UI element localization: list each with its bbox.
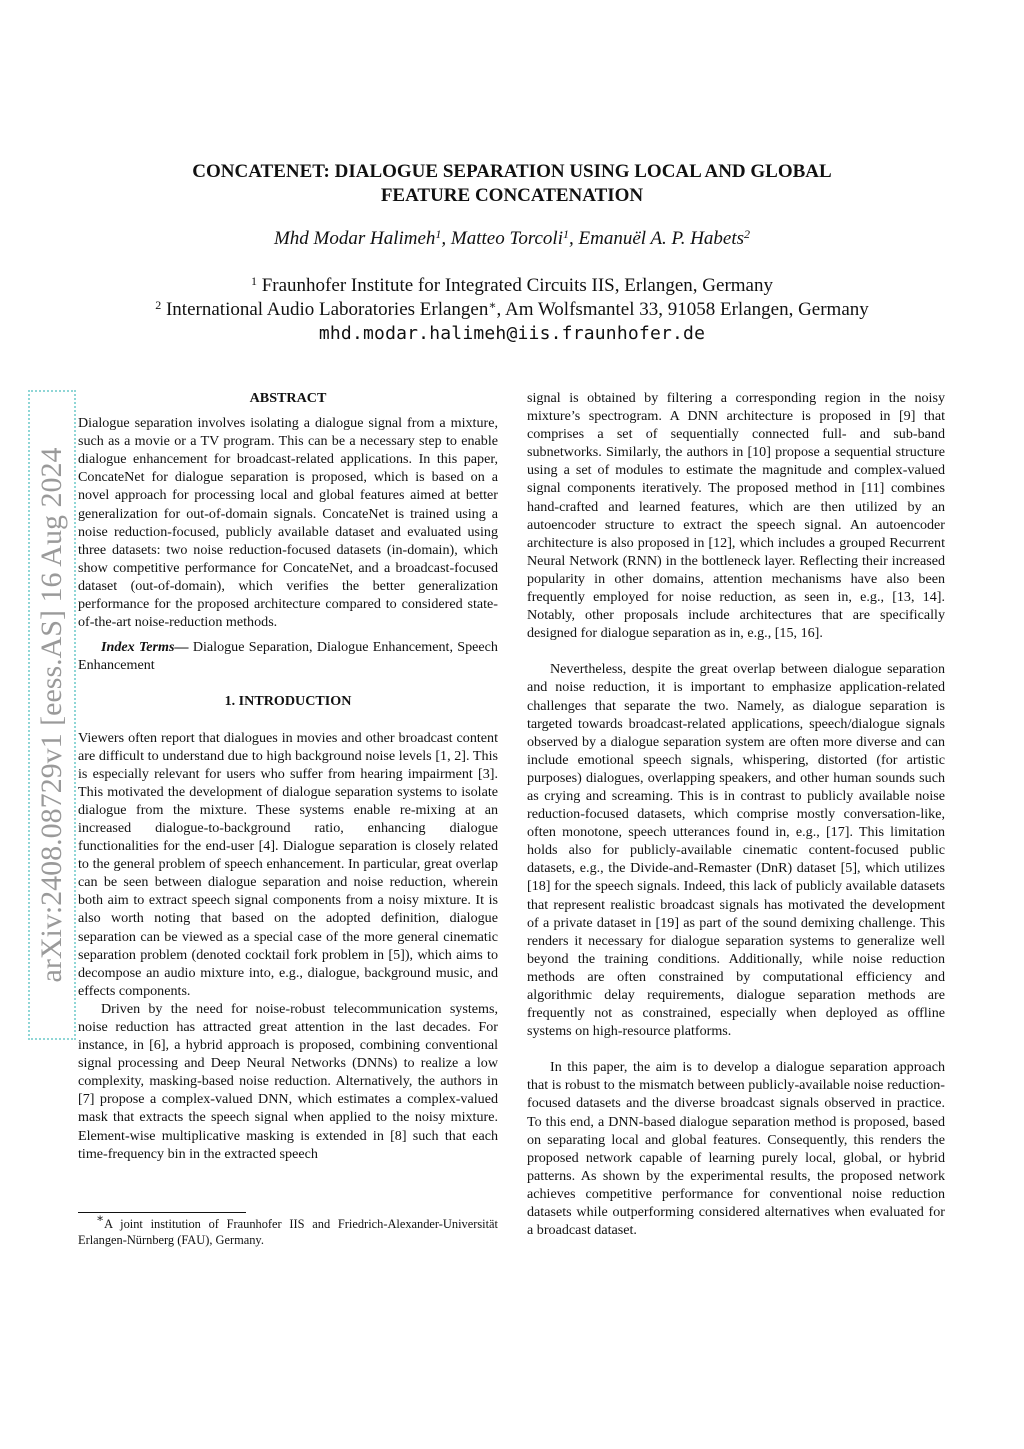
- affiliation-number: 1: [250, 274, 257, 288]
- author-separator: ,: [441, 228, 451, 249]
- author-affiliation-mark: 1: [563, 227, 569, 241]
- affiliation-text: International Audio Laboratories Erlangen: [165, 299, 489, 320]
- right-column: [527, 389, 945, 1239]
- affiliation-text: Fraunhofer Institute for Integrated Circuits IIS, Erlangen, Germany: [261, 275, 773, 296]
- author-affiliation-mark: 1: [435, 227, 442, 241]
- abstract-heading: ABSTRACT: [249, 390, 327, 406]
- introduction-heading: 1. INTRODUCTION: [224, 693, 352, 710]
- footnote: [78, 1212, 498, 1248]
- author-name: Mhd Modar Halimeh: [273, 228, 436, 249]
- affiliation-2: [112, 298, 912, 322]
- author-list: [112, 228, 912, 250]
- affiliations: [112, 274, 912, 346]
- author-name: Emanuël A. P. Habets: [578, 228, 745, 249]
- author-name: Matteo Torcoli: [450, 228, 563, 249]
- index-terms: [78, 638, 498, 674]
- affiliation-text-rest: , Am Wolfsmantel 33, 91058 Erlangen, Germany: [496, 299, 869, 320]
- affiliation-footnote-mark: ∗: [488, 298, 497, 312]
- arxiv-identifier[interactable]: arXiv:2408.08729v1 [eess.AS] 16 Aug 2024: [28, 390, 76, 1040]
- paper-title: [112, 160, 912, 208]
- footnote-text: A joint institution of Fraunhofer IIS and Friedrich-Alexander-Universität Erlangen-Nürnberg (FAU), Germany.: [78, 1217, 498, 1247]
- author-affiliation-mark: 2: [744, 227, 751, 241]
- right-paragraph-1: signal is obtained by filtering a corresponding region in the noisy mixture’s spectrogram. A DNN architecture is proposed in [9] that comprises a set of sequentially connected full- and sub-band subnetworks. Similarly, the authors in [10] propose a sequential structure using a set of modules to estimate the magnitude and complex-valued signal components iteratively. The proposed method in [11] combines hand-crafted and learned features, which are then utilized by an autoencoder structure to extract the speech signal. An autoencoder architecture is also proposed in [12], which includes a grouped Recurrent Neural Network (RNN) in the bottleneck layer. Reflecting their increased popularity in other domains, attention mechanisms have also been frequently employed for noise reduction, as seen in, e.g., [13, 14]. Notably, other proposals include architectures that are specifically designed for dialogue separation as in, e.g., [15, 16].: [527, 390, 945, 642]
- index-terms-text: Dialogue Separation, Dialogue Enhancement, Speech Enhancement: [78, 639, 498, 674]
- affiliation-number: 2: [155, 298, 162, 312]
- affiliation-1: [112, 274, 912, 298]
- footnote-mark: ∗: [96, 1211, 105, 1225]
- right-paragraph-2: Nevertheless, despite the great overlap between dialogue separation and noise reduction, it is important to emphasize application-related challenges that separate the two. Namely, as dialogue separation is targeted towards broadcast-related applications, speech/dialogue signals observed by a dialogue separation system are often more diverse and can include emotional speech signals, whispering, distorted (for artistic purposes) dialogues, overlapping speakers, and other human sounds such as crying and screaming. This is in contrast to publicly available noise reduction-focused datasets, which comprise mostly conversation-like, often monotone, speech utterances found in, e.g., [17]. This limitation holds also for publicly-available cinematic content-focused public datasets, e.g., the Divide-and-Remaster (DnR) dataset [5], which utilizes [18] for the speech signals. Indeed, this lack of publicly available datasets that represent realistic broadcast signals has motivated the development of a private dataset in [19] as part of the sound demixing challenge. This renders it necessary for dialogue separation systems to generalize well beyond the training conditions. Additionally, while noise reduction methods are often constrained by computational efficiency and algorithmic delay requirements, dialogue separation methods are frequently not as constrained, especially when deployed as offline systems on high-resource platforms.: [527, 661, 945, 1040]
- title-line-1: CONCATENET: DIALOGUE SEPARATION USING LOCAL AND GLOBAL: [192, 161, 832, 182]
- author-separator: ,: [569, 228, 579, 249]
- abstract-text: Dialogue separation involves isolating a dialogue signal from a mixture, such as a movie or a TV program. This can be a necessary step to enable dialogue enhancement for broadcast-related applications. In this paper, ConcateNet for dialogue separation is proposed, which is based on a novel approach for processing local and global features aimed at better generalization for out-of-domain signals. ConcateNet is trained using a noise reduction-focused, publicly available dataset and evaluated using three datasets: two noise reduction-focused datasets (in-domain), which show competitive performance for ConcateNet, and a broadcast-focused dataset (out-of-domain), which verifies the better generalization performance for the proposed architecture compared to considered state-of-the-art noise-reduction methods.: [78, 415, 498, 631]
- left-column: [78, 389, 498, 1163]
- right-paragraph-3: In this paper, the aim is to develop a dialogue separation approach that is robust to the mismatch between publicly-available noise reduction-focused datasets and the diverse broadcast signals observed in practice. To this end, a DNN-based dialogue separation method is proposed, based on separating local and global features. Consequently, this renders the proposed network capable of learning purely local, global, or hybrid patterns. As shown by the experimental results, the proposed network achieves competitive performance for conventional noise reduction datasets while outperforming considered alternatives when evaluated for a broadcast dataset.: [527, 1059, 945, 1239]
- intro-paragraph-2: Driven by the need for noise-robust telecommunication systems, noise reduction has attracted great attention in the last decades. For instance, in [6], a hybrid approach is proposed, combining conventional signal processing and Deep Neural Networks (DNNs) to realize a low complexity, masking-based noise reduction. Alternatively, the authors in [7] propose a complex-valued DNN, which estimates a complex-valued mask that extracts the speech signal when applied to the noisy mixture. Element-wise multiplicative masking is extended in [8] such that each time-frequency bin in the extracted speech: [78, 1000, 498, 1162]
- contact-email[interactable]: mhd.modar.halimeh@iis.fraunhofer.de: [318, 323, 706, 344]
- title-line-2: FEATURE CONCATENATION: [380, 185, 644, 206]
- index-terms-label: Index Terms—: [101, 639, 189, 656]
- intro-paragraph-1: Viewers often report that dialogues in movies and other broadcast content are difficult to understand due to high background noise levels [1, 2]. This is especially relevant for users who suffer from hearing impairment [3]. This motivated the development of dialogue separation systems to isolate dialogue from the mixture. These systems enable re-mixing at an increased dialogue-to-background ratio, enhancing dialogue functionalities for the end-user [4]. Dialogue separation is closely related to the general problem of speech enhancement. In particular, great overlap can be seen between dialogue separation and noise reduction, wherein both aim to extract speech signal components from a noisy mixture. It is also worth noting that based on the adopted definition, dialogue separation can be viewed as a special case of the more general cinematic separation problem (denoted cocktail fork problem in [5]), which aims to decompose an audio mixture into, e.g., dialogue, background music, and effects components.: [78, 729, 498, 999]
